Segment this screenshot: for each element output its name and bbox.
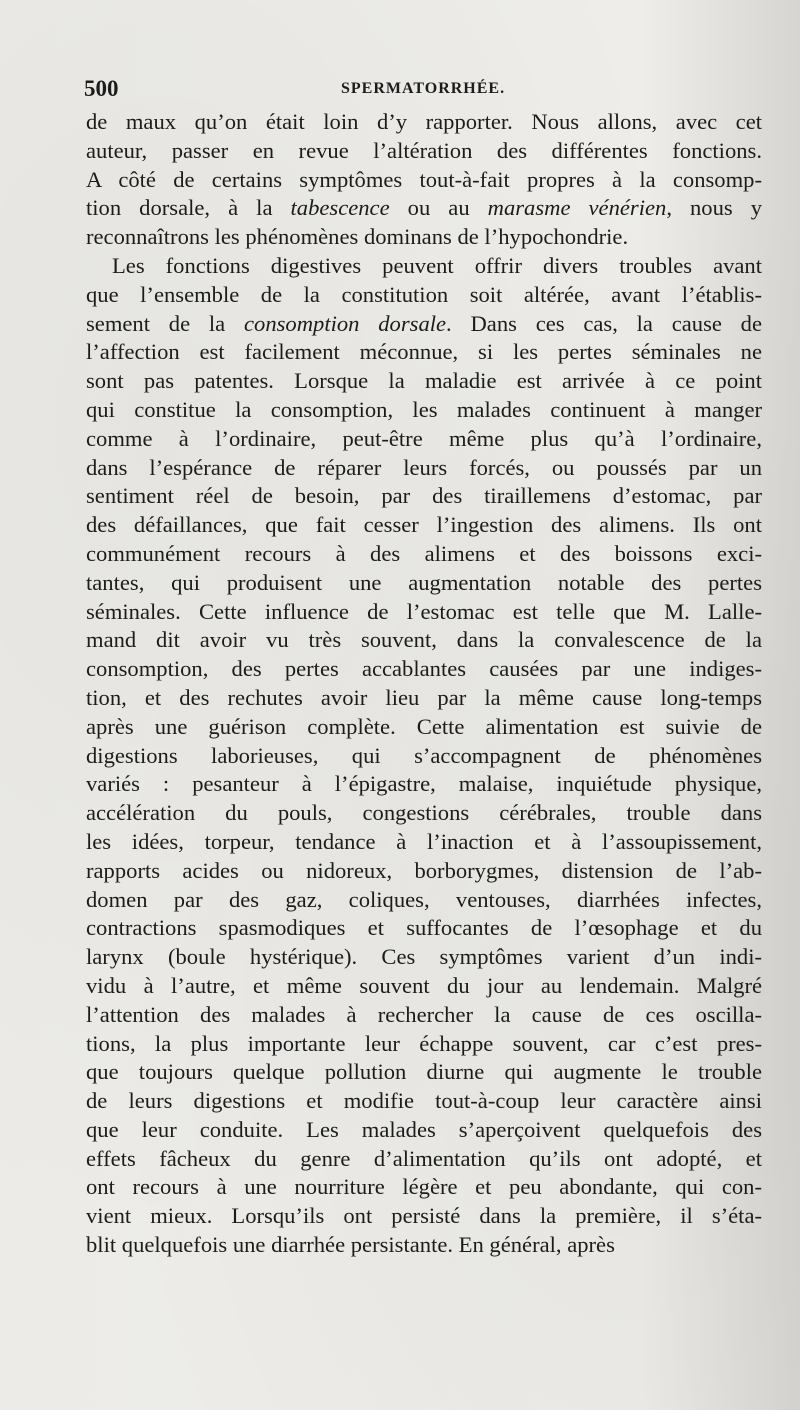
text-line — [86, 252, 762, 281]
text-segment: effets fâcheux du genre d’alimentation qu’ils ont adopté, et — [86, 1145, 762, 1171]
text-segment: . Dans ces cas, la cause de — [446, 310, 763, 336]
text-segment: que toujours quelque pollution diurne qui augmente le trouble — [86, 1059, 762, 1085]
text-line — [86, 1087, 762, 1116]
text-segment: ou au — [389, 195, 488, 221]
text-segment: qui constitue la consomption, les malades continuent à manger — [86, 396, 762, 422]
text-line — [86, 943, 762, 972]
text-line — [86, 511, 762, 540]
running-title: SPERMATORRHÉE. — [341, 80, 506, 97]
text-line — [86, 281, 762, 310]
text-line — [86, 655, 762, 684]
text-line — [86, 1173, 762, 1202]
text-line — [86, 338, 762, 367]
text-segment: vient mieux. Lorsqu’ils ont persisté dans la première, il s’éta- — [86, 1203, 762, 1229]
page-number: 500 — [84, 76, 119, 101]
page-header — [84, 76, 764, 106]
text-segment: rapports acides ou nidoreux, borborygmes, distension de l’ab- — [86, 857, 762, 883]
text-segment: , nous y — [666, 195, 763, 221]
text-line — [86, 166, 762, 195]
text-segment: l’attention des malades à rechercher la cause de ces oscilla- — [86, 1001, 762, 1027]
text-line — [86, 914, 762, 943]
text-segment: l’affection est facilement méconnue, si les pertes séminales ne — [86, 339, 762, 365]
text-segment: sont pas patentes. Lorsque la maladie est arrivée à ce point — [86, 368, 762, 394]
text-line — [86, 713, 762, 742]
text-segment: tions, la plus importante leur échappe souvent, car c’est pres- — [86, 1030, 762, 1056]
text-line — [86, 828, 762, 857]
text-segment: vidu à l’autre, et même souvent du jour au lendemain. Malgré — [86, 972, 762, 998]
text-line — [86, 194, 762, 223]
text-segment: tion, et des rechutes avoir lieu par la même cause long-temps — [86, 684, 762, 710]
text-segment: variés : pesanteur à l’épigastre, malaise, inquiétude physique, — [86, 771, 762, 797]
text-segment: tion dorsale, à la — [86, 195, 291, 221]
text-segment: comme à l’ordinaire, peut-être même plus qu’à l’ordinaire, — [86, 425, 762, 451]
text-line — [86, 742, 762, 771]
text-line — [86, 108, 762, 137]
text-line — [86, 1030, 762, 1059]
text-line — [86, 454, 762, 483]
text-segment: communément recours à des alimens et des boissons exci- — [86, 540, 762, 566]
italic-term: tabescence — [290, 195, 390, 221]
text-segment: domen par des gaz, coliques, ventouses, diarrhées infectes, — [86, 886, 762, 912]
text-segment: accélération du pouls, congestions cérébrales, trouble dans — [86, 800, 762, 826]
text-line — [86, 770, 762, 799]
text-line — [86, 367, 762, 396]
text-segment: de leurs digestions et modifie tout-à-coup leur caractère ainsi — [86, 1088, 762, 1114]
text-segment: larynx (boule hystérique). Ces symptômes varient d’un indi- — [86, 944, 762, 970]
text-line — [86, 1116, 762, 1145]
text-segment: blit quelquefois une diarrhée persistante. En général, après — [86, 1232, 615, 1258]
text-line — [86, 569, 762, 598]
text-line — [86, 137, 762, 166]
text-segment: consomption, des pertes accablantes causées par une indiges- — [86, 656, 762, 682]
text-line — [86, 1058, 762, 1087]
text-line — [86, 540, 762, 569]
text-segment: auteur, passer en revue l’altération des différentes fonctions. — [86, 137, 762, 163]
text-segment: mand dit avoir vu très souvent, dans la convalescence de la — [86, 627, 762, 653]
text-segment: digestions laborieuses, qui s’accompagnent de phénomènes — [86, 742, 762, 768]
text-line — [86, 972, 762, 1001]
text-line — [86, 1001, 762, 1030]
text-segment: les idées, torpeur, tendance à l’inaction et à l’assoupissement, — [86, 828, 762, 854]
text-segment: sement de la — [86, 310, 244, 336]
text-segment: après une guérison complète. Cette alimentation est suivie de — [86, 713, 762, 739]
text-segment: reconnaîtrons les phénomènes dominans de l’hypochondrie. — [86, 224, 629, 250]
text-segment: des défaillances, que fait cesser l’ingestion des alimens. Ils ont — [86, 512, 762, 538]
text-line — [86, 799, 762, 828]
text-segment: A côté de certains symptômes tout-à-fait propres à la consomp- — [86, 166, 762, 192]
text-segment: tantes, qui produisent une augmentation notable des pertes — [86, 569, 762, 595]
text-segment: contractions spasmodiques et suffocantes de l’œsophage et du — [86, 915, 762, 941]
text-line — [86, 482, 762, 511]
text-segment: séminales. Cette influence de l’estomac est telle que M. Lalle- — [86, 598, 762, 624]
text-segment: que l’ensemble de la constitution soit altérée, avant l’établis- — [86, 281, 762, 307]
text-line — [86, 626, 762, 655]
text-line — [86, 684, 762, 713]
text-line — [86, 310, 762, 339]
body-text — [86, 108, 762, 1260]
italic-term: consomption dorsale — [244, 310, 447, 336]
text-segment: dans l’espérance de réparer leurs forcés, ou poussés par un — [86, 454, 762, 480]
text-line — [86, 598, 762, 627]
text-segment: que leur conduite. Les malades s’aperçoivent quelquefois des — [86, 1116, 762, 1142]
text-segment: sentiment réel de besoin, par des tiraillemens d’estomac, par — [86, 483, 762, 509]
text-line — [86, 886, 762, 915]
text-segment: ont recours à une nourriture légère et peu abondante, qui con- — [86, 1174, 762, 1200]
text-segment: de maux qu’on était loin d’y rapporter. Nous allons, avec cet — [86, 109, 762, 134]
text-line — [86, 1145, 762, 1174]
italic-term: marasme vénérien — [487, 195, 667, 221]
text-line — [86, 223, 762, 252]
text-segment: Les fonctions digestives peuvent offrir divers troubles avant — [112, 252, 762, 278]
text-line — [86, 425, 762, 454]
text-line — [86, 857, 762, 886]
text-line — [86, 1202, 762, 1231]
text-line — [86, 1231, 762, 1260]
text-line — [86, 396, 762, 425]
